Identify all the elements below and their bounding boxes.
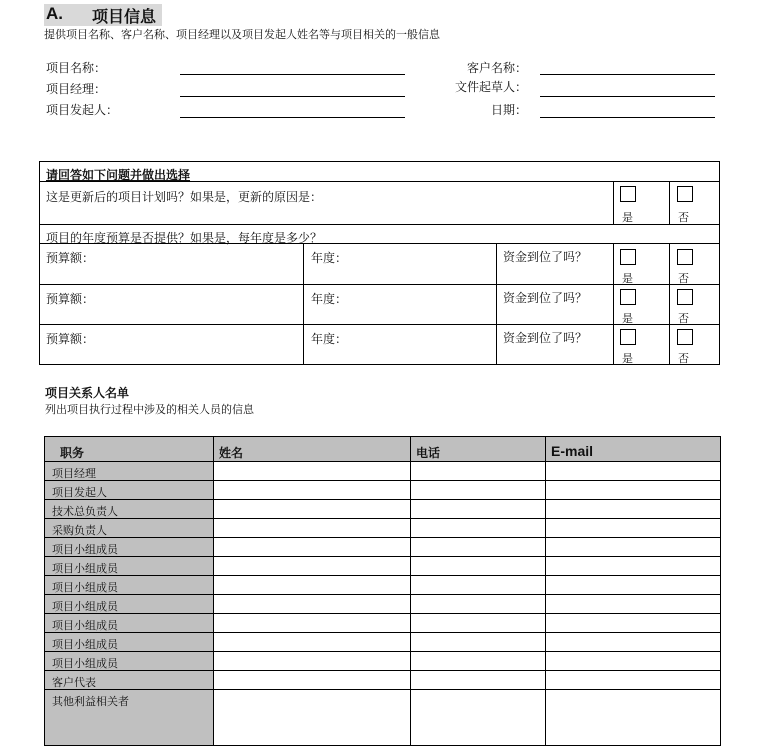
name-header: 姓名	[219, 446, 244, 460]
row-divider	[44, 461, 721, 462]
role-cell: 项目发起人	[52, 486, 107, 499]
role-cell: 项目小组成员	[52, 657, 118, 670]
no-label: 否	[678, 352, 689, 365]
question-updated-plan: 这是更新后的项目计划吗？如果是，更新的原因是：	[46, 190, 323, 204]
row-divider	[39, 224, 720, 225]
budget1-yes-checkbox[interactable]	[620, 249, 636, 265]
q1-no-checkbox[interactable]	[677, 186, 693, 202]
col-divider	[613, 181, 614, 224]
row-divider	[39, 181, 720, 182]
project-sponsor-label: 项目发起人：	[46, 103, 119, 117]
date-label: 日期：	[490, 103, 527, 117]
col-divider	[303, 243, 304, 365]
no-label: 否	[678, 312, 689, 325]
budget3-yes-checkbox[interactable]	[620, 329, 636, 345]
row-divider	[44, 575, 721, 576]
contacts-title: 项目关系人名单	[45, 386, 130, 400]
col-divider	[669, 243, 670, 365]
role-cell: 客户代表	[52, 676, 96, 689]
funded-label: 资金到位了吗？	[503, 331, 588, 345]
col-divider	[410, 437, 411, 745]
col-divider	[613, 243, 614, 365]
funded-label: 资金到位了吗？	[503, 250, 588, 264]
email-header: E-mail	[551, 443, 594, 459]
client-name-label: 客户名称：	[466, 61, 527, 75]
date-field[interactable]	[540, 117, 715, 118]
role-cell: 项目小组成员	[52, 600, 118, 613]
year-label: 年度：	[311, 292, 348, 306]
q1-yes-checkbox[interactable]	[620, 186, 636, 202]
row-divider	[44, 499, 721, 500]
section-description: 提供项目名称、客户名称、项目经理以及项目发起人姓名等与项目相关的一般信息	[44, 28, 440, 41]
project-name-field[interactable]	[180, 74, 405, 75]
row-divider	[44, 670, 721, 671]
contacts-table	[44, 436, 721, 746]
budget-label: 预算额：	[46, 292, 95, 306]
project-name-label: 项目名称：	[46, 61, 107, 75]
row-divider	[44, 556, 721, 557]
document-author-field[interactable]	[540, 96, 715, 97]
row-divider	[44, 613, 721, 614]
col-divider	[545, 437, 546, 745]
section-letter: A.	[46, 4, 63, 23]
yes-label: 是	[622, 352, 633, 365]
year-label: 年度：	[311, 251, 348, 265]
role-cell: 技术总负责人	[52, 505, 118, 518]
client-name-field[interactable]	[540, 74, 715, 75]
contacts-description: 列出项目执行过程中涉及的相关人员的信息	[45, 403, 254, 416]
role-cell: 项目小组成员	[52, 562, 118, 575]
question-annual-budget: 项目的年度预算是否提供？如果是，每年度是多少？	[46, 231, 323, 245]
row-divider	[44, 689, 721, 690]
role-cell: 采购负责人	[52, 524, 107, 537]
project-manager-field[interactable]	[180, 96, 405, 97]
row-divider	[44, 594, 721, 595]
section-title: 项目信息	[92, 7, 157, 26]
phone-header: 电话	[416, 446, 441, 460]
budget1-no-checkbox[interactable]	[677, 249, 693, 265]
document-author-label: 文件起草人：	[454, 80, 527, 94]
project-manager-label: 项目经理：	[46, 82, 107, 96]
row-divider	[39, 284, 720, 285]
project-sponsor-field[interactable]	[180, 117, 405, 118]
no-label: 否	[678, 272, 689, 285]
funded-label: 资金到位了吗？	[503, 291, 588, 305]
role-cell: 项目小组成员	[52, 638, 118, 651]
questions-header: 请回答如下问题并做出选择	[46, 168, 191, 182]
role-cell: 项目小组成员	[52, 543, 118, 556]
row-divider	[39, 324, 720, 325]
row-divider	[44, 518, 721, 519]
role-cell: 项目经理	[52, 467, 96, 480]
budget-label: 预算额：	[46, 251, 95, 265]
budget2-no-checkbox[interactable]	[677, 289, 693, 305]
yes-label: 是	[622, 211, 633, 224]
role-header: 职务	[60, 446, 85, 460]
yes-label: 是	[622, 272, 633, 285]
role-cell: 项目小组成员	[52, 581, 118, 594]
budget2-yes-checkbox[interactable]	[620, 289, 636, 305]
budget3-no-checkbox[interactable]	[677, 329, 693, 345]
no-label: 否	[678, 211, 689, 224]
row-divider	[44, 480, 721, 481]
col-divider	[213, 437, 214, 745]
yes-label: 是	[622, 312, 633, 325]
row-divider	[44, 537, 721, 538]
row-divider	[44, 651, 721, 652]
row-divider	[44, 632, 721, 633]
col-divider	[496, 243, 497, 365]
budget-label: 预算额：	[46, 332, 95, 346]
role-cell: 项目小组成员	[52, 619, 118, 632]
role-cell: 其他利益相关者	[52, 695, 129, 708]
col-divider	[669, 181, 670, 224]
year-label: 年度：	[311, 332, 348, 346]
